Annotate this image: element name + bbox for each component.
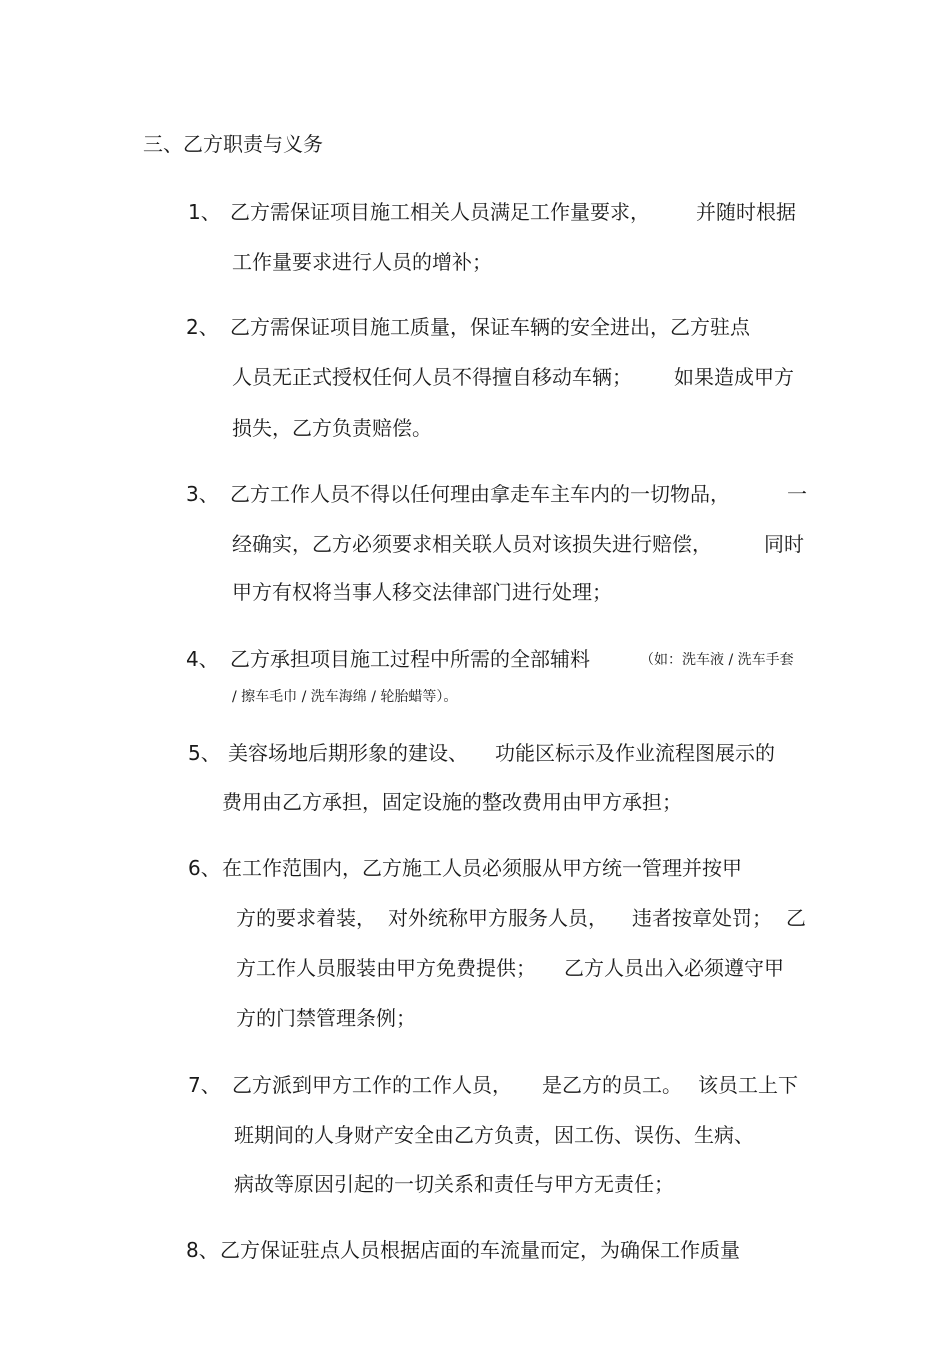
item-text: 并随时根据	[696, 200, 796, 224]
item-text: 乙方工作人员不得以任何理由拿走车主车内的一切物品，	[230, 482, 730, 506]
item-text: 功能区标示及作业流程图展示的	[495, 741, 775, 765]
item-text: 病故等原因引起的一切关系和责任与甲方无责任；	[234, 1172, 674, 1196]
item-text: 对外统称甲方服务人员，	[388, 906, 608, 930]
item-text: 乙方派到甲方工作的工作人员，	[232, 1073, 512, 1097]
item-text: 如果造成甲方	[674, 365, 794, 389]
item-number: 6、	[188, 856, 221, 880]
item-text-small: （如：洗车液 / 洗车手套	[640, 652, 794, 668]
item-text: 工作量要求进行人员的增补；	[232, 250, 492, 274]
item-text: 乙方需保证项目施工质量，保证车辆的安全进出，乙方驻点	[230, 315, 750, 339]
item-text: 乙	[786, 906, 806, 930]
item-text: 乙方保证驻点人员根据店面的车流量而定，为确保工作质量	[220, 1238, 740, 1262]
item-text: 是乙方的员工。	[542, 1073, 682, 1097]
item-text: 经确实，乙方必须要求相关联人员对该损失进行赔偿，	[232, 532, 712, 556]
item-text: 乙方人员出入必须遵守甲	[564, 956, 784, 980]
item-text: 乙方承担项目施工过程中所需的全部辅料	[230, 647, 590, 671]
item-number: 4、	[186, 647, 219, 671]
item-text: 方的门禁管理条例；	[236, 1006, 416, 1030]
item-text: 美容场地后期形象的建设、	[228, 741, 468, 765]
item-text: 乙方需保证项目施工相关人员满足工作量要求，	[230, 200, 650, 224]
item-number: 8、	[186, 1238, 219, 1262]
item-number: 2、	[186, 315, 219, 339]
item-text: 损失，乙方负责赔偿。	[232, 416, 432, 440]
section-title: 三、乙方职责与义务	[143, 132, 323, 156]
item-text: 费用由乙方承担，固定设施的整改费用由甲方承担；	[222, 790, 682, 814]
item-number: 5、	[188, 741, 221, 765]
item-text: 该员工上下	[698, 1073, 798, 1097]
item-text: 违者按章处罚；	[632, 906, 772, 930]
item-number: 7、	[188, 1073, 221, 1097]
item-text: 方工作人员服装由甲方免费提供；	[236, 956, 536, 980]
item-text: 方的要求着装，	[236, 906, 376, 930]
item-text: 班期间的人身财产安全由乙方负责，因工伤、误伤、生病、	[234, 1123, 754, 1147]
item-number: 3、	[186, 482, 219, 506]
item-text-small: / 擦车毛巾 / 洗车海绵 / 轮胎蜡等）。	[232, 689, 458, 705]
item-text: 甲方有权将当事人移交法律部门进行处理；	[232, 580, 612, 604]
item-text: 同时	[764, 532, 804, 556]
item-text: 在工作范围内，乙方施工人员必须服从甲方统一管理并按甲	[222, 856, 742, 880]
item-text: 一	[787, 482, 807, 506]
item-number: 1、	[188, 200, 221, 224]
item-text: 人员无正式授权任何人员不得擅自移动车辆；	[232, 365, 632, 389]
